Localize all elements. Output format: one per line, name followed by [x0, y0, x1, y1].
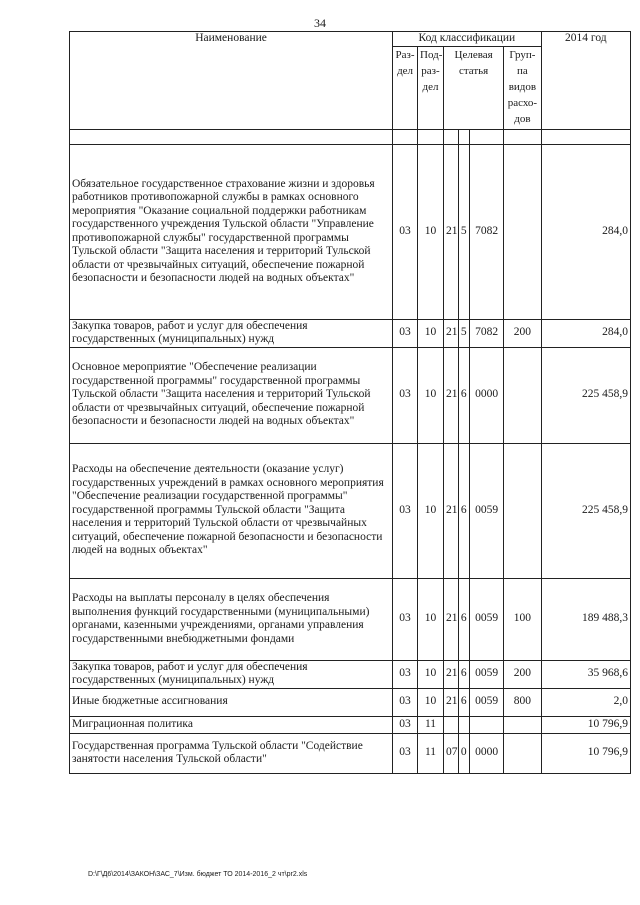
row-target-program: 21: [443, 319, 458, 347]
header-name: Наименование: [70, 32, 393, 130]
row-target-program: 21: [443, 578, 458, 660]
row-name: Иные бюджетные ассигнования: [70, 688, 393, 716]
row-name: Закупка товаров, работ и услуг для обеспечения государственных (муниципальных) нужд: [70, 319, 393, 347]
row-name: Обязательное государственное страхование жизни и здоровья работников противопожарной службы в рамках основного мероприятия "Оказание социальной поддержки работникам государственного учреждения Тульской области "Управление противопожарной службы" государственной программы Тульской области "Защита населения и территорий Тульской области от чрезвычайных ситуаций, обеспечение пожарной безопасности и безопасности людей на водных объектах": [70, 144, 393, 319]
header-spacer-row: [70, 129, 631, 144]
row-podrazdel: 11: [418, 733, 444, 773]
row-amount: 225 458,9: [541, 347, 630, 443]
row-expense-group: [504, 443, 541, 578]
row-podrazdel: 11: [418, 716, 444, 733]
row-target-direction: 0059: [469, 578, 503, 660]
row-razdel: 03: [393, 733, 418, 773]
header-group: Груп-па видов расхо-дов: [504, 46, 541, 129]
row-target-direction: 7082: [469, 144, 503, 319]
row-expense-group: 200: [504, 319, 541, 347]
row-expense-group: [504, 347, 541, 443]
row-podrazdel: 10: [418, 144, 444, 319]
row-razdel: 03: [393, 578, 418, 660]
budget-table: [69, 31, 631, 774]
row-target-subprogram: 0: [458, 733, 469, 773]
row-target-direction: 0059: [469, 660, 503, 688]
row-podrazdel: 10: [418, 660, 444, 688]
row-name: Расходы на выплаты персоналу в целях обеспечения выполнения функций государственными (муниципальными) органами, казенными учреждениями, органами управления государственными внебюджетными фондами: [70, 578, 393, 660]
row-podrazdel: 10: [418, 688, 444, 716]
row-target-program: 21: [443, 688, 458, 716]
row-name: Основное мероприятие "Обеспечение реализации государственной программы" государственной программы Тульской области "Защита населения и территорий Тульской области от чрезвычайных ситуаций, обеспечение пожарной безопасности и безопасности людей на водных объектах": [70, 347, 393, 443]
header-target: Целевая статья: [443, 46, 503, 129]
row-expense-group: 100: [504, 578, 541, 660]
header-year: 2014 год: [541, 32, 630, 130]
row-name: Расходы на обеспечение деятельности (оказание услуг) государственных учреждений в рамках основного мероприятия "Обеспечение реализации государственной программы" государственной программы Тульской области "Защита населения и территорий Тульской области от чрезвычайных ситуаций, обеспечение пожарной безопасности и безопасности людей на водных объектах": [70, 443, 393, 578]
row-target-direction: 7082: [469, 319, 503, 347]
row-expense-group: [504, 733, 541, 773]
page-number: 34: [314, 16, 326, 30]
table-row: [70, 688, 631, 716]
row-razdel: 03: [393, 347, 418, 443]
table-row: [70, 443, 631, 578]
row-podrazdel: 10: [418, 347, 444, 443]
table-row: [70, 319, 631, 347]
row-amount: 10 796,9: [541, 733, 630, 773]
row-target-direction: 0000: [469, 733, 503, 773]
table-row: [70, 347, 631, 443]
row-target-direction: 0059: [469, 688, 503, 716]
row-target-direction: 0059: [469, 443, 503, 578]
row-amount: 284,0: [541, 319, 630, 347]
table-row: [70, 578, 631, 660]
file-path-footer: D:\Г\Д6\2014\ЗАКОН\ЗАС_7\Изм. бюджет ТО 2014-2016_2 чт\pr2.xls: [88, 871, 308, 878]
row-amount: 189 488,3: [541, 578, 630, 660]
row-amount: 10 796,9: [541, 716, 630, 733]
row-amount: 2,0: [541, 688, 630, 716]
row-target-subprogram: 6: [458, 347, 469, 443]
table-row: [70, 733, 631, 773]
row-target-program: 21: [443, 347, 458, 443]
header-code: Код классификации: [393, 32, 542, 47]
row-amount: 35 968,6: [541, 660, 630, 688]
row-target-subprogram: 6: [458, 688, 469, 716]
row-target-subprogram: [458, 716, 469, 733]
row-razdel: 03: [393, 144, 418, 319]
row-amount: 284,0: [541, 144, 630, 319]
row-podrazdel: 10: [418, 578, 444, 660]
table-row: [70, 144, 631, 319]
row-name: Миграционная политика: [70, 716, 393, 733]
row-target-program: [443, 716, 458, 733]
row-target-subprogram: 6: [458, 660, 469, 688]
row-name: Закупка товаров, работ и услуг для обеспечения государственных (муниципальных) нужд: [70, 660, 393, 688]
row-podrazdel: 10: [418, 319, 444, 347]
header-razdel: Раз-дел: [393, 46, 418, 129]
table-row: [70, 660, 631, 688]
row-target-direction: [469, 716, 503, 733]
header-podrazdel: Под-раз-дел: [418, 46, 444, 129]
row-target-subprogram: 5: [458, 319, 469, 347]
row-expense-group: [504, 144, 541, 319]
row-expense-group: 800: [504, 688, 541, 716]
row-razdel: 03: [393, 716, 418, 733]
row-amount: 225 458,9: [541, 443, 630, 578]
table-row: [70, 716, 631, 733]
row-razdel: 03: [393, 319, 418, 347]
row-target-subprogram: 6: [458, 443, 469, 578]
row-target-program: 07: [443, 733, 458, 773]
row-target-program: 21: [443, 443, 458, 578]
row-target-subprogram: 6: [458, 578, 469, 660]
row-podrazdel: 10: [418, 443, 444, 578]
row-target-subprogram: 5: [458, 144, 469, 319]
row-expense-group: [504, 716, 541, 733]
row-razdel: 03: [393, 443, 418, 578]
row-name: Государственная программа Тульской области "Содействие занятости населения Тульской области": [70, 733, 393, 773]
row-razdel: 03: [393, 660, 418, 688]
row-target-program: 21: [443, 660, 458, 688]
row-razdel: 03: [393, 688, 418, 716]
row-target-program: 21: [443, 144, 458, 319]
row-expense-group: 200: [504, 660, 541, 688]
row-target-direction: 0000: [469, 347, 503, 443]
